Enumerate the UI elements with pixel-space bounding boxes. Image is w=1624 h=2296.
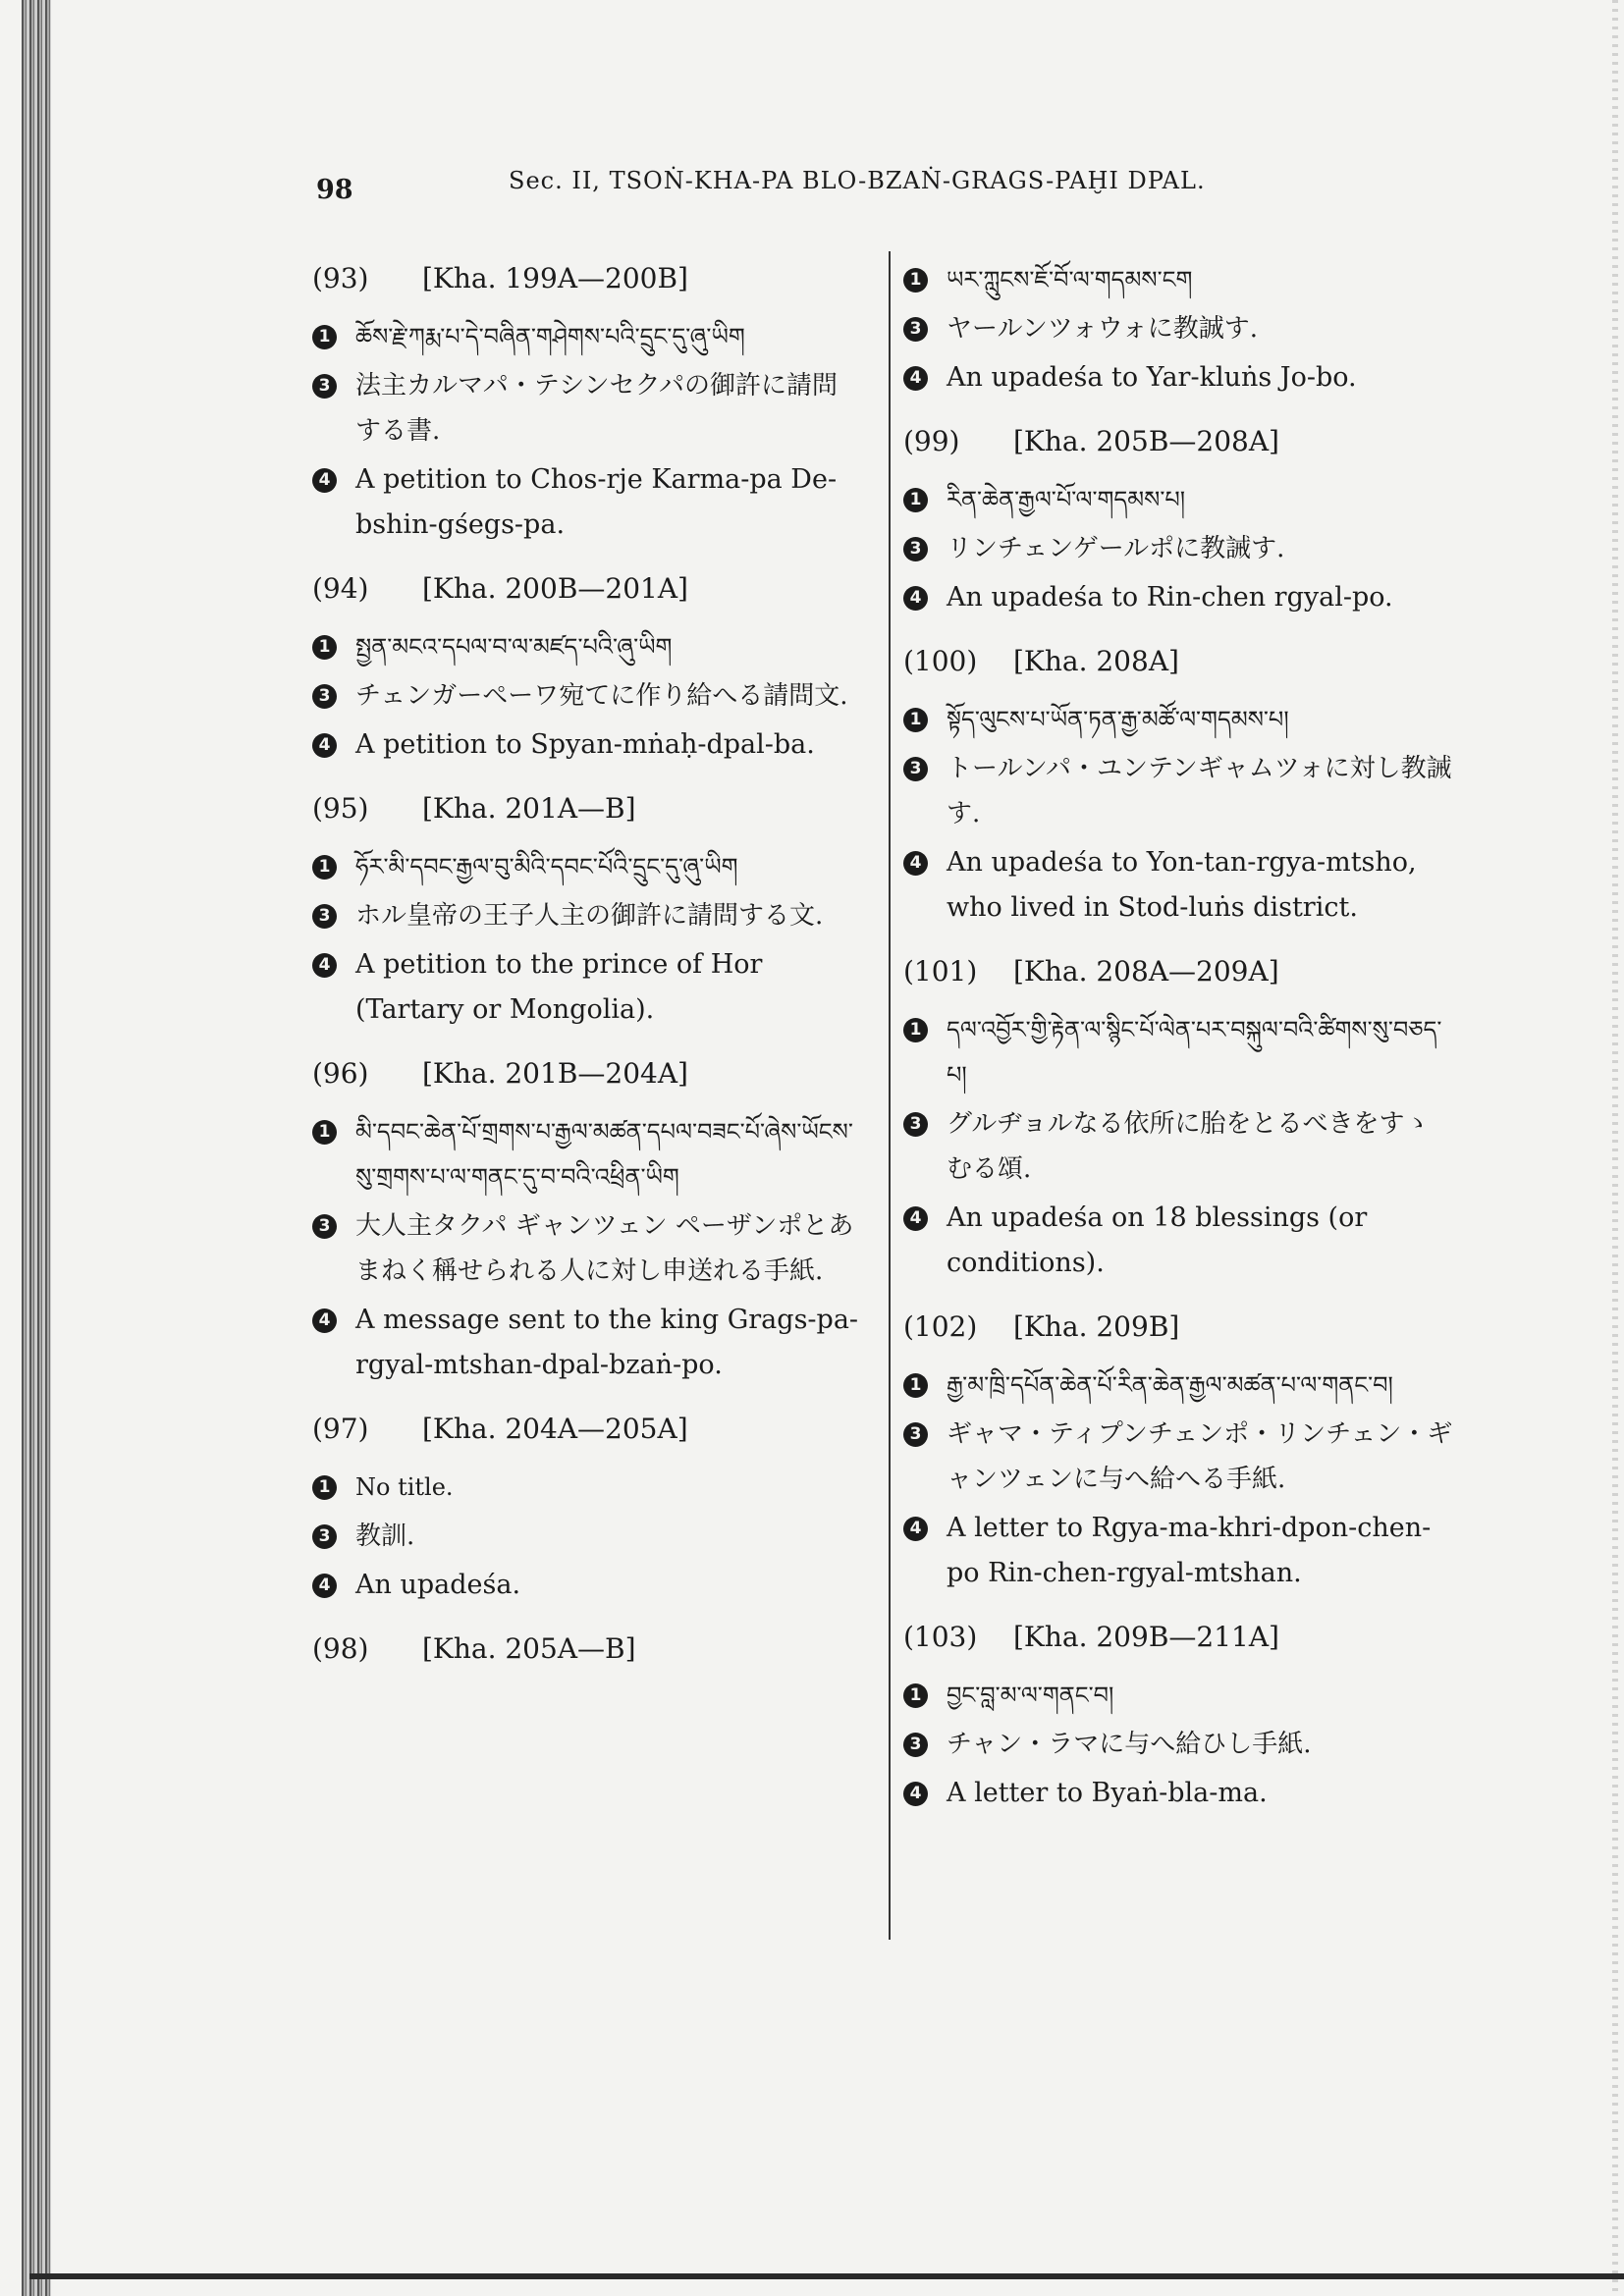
tibetan-marker-icon: 1	[312, 855, 337, 880]
entry-reference: [Kha. 209B—211A]	[1013, 1621, 1279, 1653]
entry-reference: [Kha. 201B—204A]	[422, 1057, 688, 1090]
japanese-marker-icon: 3	[903, 757, 928, 781]
english-line	[903, 1771, 1453, 1816]
english-line-text: A petition to Spyan-mṅaḥ-dpal-ba.	[355, 729, 815, 760]
japanese-line	[312, 1514, 862, 1559]
english-line	[312, 1563, 862, 1608]
english-line	[903, 840, 1453, 931]
tibetan-marker-icon: 1	[903, 268, 928, 293]
english-line-text: An upadeśa to Yon-tan-rgya-mtsho, who lived in Stod-luṅs district.	[947, 847, 1417, 923]
tibetan-line-text: ཧོར་མི་དབང་རྒྱལ་བུ་མིའི་དབང་པོའི་དྲུང་དུ་ཞུ་ཡིག	[355, 853, 738, 881]
tibetan-line-text: དལ་འབྱོར་གྱི་རྟེན་ལ་སྙིང་པོ་ལེན་པར་བསྐུལ་བའི་ཚིགས་སུ་བཅད་པ།	[947, 1016, 1442, 1089]
scan-edge-right	[1612, 0, 1618, 2296]
english-marker-icon: 4	[312, 953, 337, 978]
english-marker-icon: 4	[903, 366, 928, 391]
tibetan-marker-icon: 1	[312, 325, 337, 349]
japanese-line-text: チャン・ラマに与へ給ひし手紙.	[947, 1730, 1312, 1759]
tibetan-line-text: བྱང་བླ་མ་ལ་གནང་བ།	[947, 1682, 1114, 1709]
catalogue-entry	[312, 1052, 862, 1388]
japanese-line-text: 法主カルマパ・テシンセクパの御許に請問する書.	[355, 371, 839, 446]
english-line-text: An upadeśa to Yar-kluṅs Jo-bo.	[947, 362, 1357, 393]
catalogue-entry	[312, 567, 862, 768]
english-marker-icon: 4	[312, 1574, 337, 1598]
japanese-line	[312, 1203, 862, 1294]
entry-reference: [Kha. 208A—209A]	[1013, 955, 1279, 988]
tibetan-line	[312, 844, 862, 889]
english-line	[903, 575, 1453, 620]
catalogue-entry	[903, 950, 1453, 1286]
tibetan-line	[903, 1362, 1453, 1408]
entry-heading	[312, 787, 862, 830]
japanese-line	[312, 673, 862, 719]
japanese-line	[903, 1722, 1453, 1767]
entry-reference: [Kha. 205A—B]	[422, 1632, 636, 1665]
japanese-line	[903, 1412, 1453, 1502]
tibetan-line	[903, 1007, 1453, 1097]
catalogue-entry	[903, 420, 1453, 620]
bottom-rule	[29, 2273, 1624, 2279]
english-marker-icon: 4	[312, 1308, 337, 1333]
tibetan-line	[312, 1465, 862, 1510]
tibetan-marker-icon: 1	[903, 488, 928, 512]
japanese-marker-icon: 3	[312, 684, 337, 709]
tibetan-marker-icon: 1	[312, 1120, 337, 1145]
english-line-text: An upadeśa.	[355, 1570, 521, 1600]
entry-number: (100)	[903, 645, 978, 677]
english-marker-icon: 4	[903, 851, 928, 876]
entry-number: (101)	[903, 955, 978, 988]
japanese-marker-icon: 3	[903, 1422, 928, 1447]
english-marker-icon: 4	[903, 586, 928, 611]
tibetan-line-text: མི་དབང་ཆེན་པོ་གྲགས་པ་རྒྱལ་མཚན་དཔལ་བཟང་པོ་ཞེས་ཡོངས་སུ་གྲགས་པ་ལ་གནང་དུ་བ་བའི་འཕྲིན་ཡིག	[355, 1118, 853, 1191]
entry-number: (103)	[903, 1621, 978, 1653]
tibetan-line-text: རྒྱ་མ་ཁྲི་དཔོན་ཆེན་པོ་རིན་ཆེན་རྒྱལ་མཚན་པ་ལ་གནང་བ།	[947, 1371, 1393, 1399]
entry-heading	[903, 420, 1453, 463]
japanese-line-text: ヤールンツォウォに教誠す.	[947, 314, 1259, 344]
catalogue-entry	[903, 1306, 1453, 1596]
entry-heading	[903, 1306, 1453, 1349]
catalogue-entry	[312, 257, 862, 548]
catalogue-entry	[312, 787, 862, 1033]
japanese-line-text: 教訓.	[355, 1522, 415, 1551]
japanese-marker-icon: 3	[903, 1112, 928, 1137]
entry-reference: [Kha. 200B—201A]	[422, 572, 688, 605]
entry-number: (99)	[903, 425, 960, 457]
entry-reference: [Kha. 208A]	[1013, 645, 1179, 677]
tibetan-marker-icon: 1	[903, 1018, 928, 1042]
japanese-line-text: ギャマ・ティプンチェンポ・リンチェン・ギャンツェンに与へ給へる手紙.	[947, 1419, 1453, 1494]
english-marker-icon: 4	[903, 1206, 928, 1231]
japanese-marker-icon: 3	[312, 374, 337, 399]
entry-heading	[903, 950, 1453, 993]
tibetan-line	[312, 1109, 862, 1200]
entry-heading	[312, 1628, 862, 1671]
english-line	[903, 355, 1453, 400]
tibetan-line-text: No title.	[355, 1473, 454, 1501]
tibetan-line-text: ཡར་ཀླུངས་ཇོ་བོ་ལ་གདམས་ངག	[947, 266, 1193, 294]
japanese-line-text: トールンパ・ユンテンギャムツォに対し教誡す.	[947, 754, 1452, 828]
english-marker-icon: 4	[903, 1782, 928, 1806]
english-line-text: A letter to Byaṅ-bla-ma.	[947, 1778, 1268, 1808]
tibetan-marker-icon: 1	[903, 1373, 928, 1398]
japanese-marker-icon: 3	[903, 317, 928, 342]
entry-number: (94)	[312, 572, 369, 605]
tibetan-marker-icon: 1	[312, 635, 337, 660]
japanese-line-text: 大人主タクパ ギャンツェン ペーザンポとあまねく稱せられる人に対し申送れる手紙.	[355, 1211, 854, 1286]
tibetan-line-text: སྤྱན་མངའ་དཔལ་བ་ལ་མཛད་པའི་ཞུ་ཡིག	[355, 633, 673, 661]
entry-heading	[903, 640, 1453, 683]
entry-reference: [Kha. 205B—208A]	[1013, 425, 1279, 457]
japanese-line	[903, 306, 1453, 351]
japanese-marker-icon: 3	[312, 1524, 337, 1549]
tibetan-line-text: རིན་ཆེན་རྒྱལ་པོ་ལ་གདམས་པ།	[947, 486, 1186, 513]
tibetan-line-text: སྟོད་ལུངས་པ་ཡོན་ཏན་རྒྱ་མཚོ་ལ་གདམས་པ།	[947, 706, 1289, 733]
entry-reference: [Kha. 201A—B]	[422, 792, 636, 825]
japanese-marker-icon: 3	[903, 1733, 928, 1757]
tibetan-marker-icon: 1	[903, 1683, 928, 1708]
japanese-line	[903, 1101, 1453, 1192]
entry-number: (96)	[312, 1057, 369, 1090]
tibetan-marker-icon: 1	[903, 708, 928, 732]
english-marker-icon: 4	[312, 468, 337, 493]
tibetan-marker-icon: 1	[312, 1475, 337, 1500]
entry-heading	[312, 567, 862, 611]
japanese-line	[312, 363, 862, 454]
entry-heading	[312, 257, 862, 300]
english-line-text: An upadeśa on 18 blessings (or conditions).	[947, 1202, 1368, 1278]
english-line-text: A letter to Rgya-ma-khri-dpon-chen-po Rin-chen-rgyal-mtshan.	[947, 1513, 1432, 1588]
entry-heading	[312, 1052, 862, 1095]
japanese-line-text: グルヂョルなる依所に胎をとるべきをすゝむる頌.	[947, 1109, 1431, 1184]
english-marker-icon: 4	[312, 733, 337, 758]
japanese-marker-icon: 3	[312, 1214, 337, 1239]
catalogue-entry	[903, 1616, 1453, 1816]
entry-number: (93)	[312, 262, 369, 294]
entry-reference: [Kha. 204A—205A]	[422, 1413, 688, 1445]
running-head: Sec. II, TSOṄ-KHA-PA BLO-BZAṄ-GRAGS-PAḪI DPAL.	[509, 167, 1206, 194]
right-column	[903, 257, 1453, 1836]
english-line-text: A message sent to the king Grags-pa-rgyal-mtshan-dpal-bzaṅ-po.	[355, 1305, 859, 1380]
japanese-line-text: チェンガーペーワ宛てに作り給へる請問文.	[355, 681, 848, 711]
english-line-text: An upadeśa to Rin-chen rgyal-po.	[947, 582, 1393, 613]
english-marker-icon: 4	[903, 1517, 928, 1541]
japanese-line-text: リンチェンゲールポに教誡す.	[947, 534, 1285, 563]
entry-number: (95)	[312, 792, 369, 825]
english-line	[312, 722, 862, 768]
catalogue-entry	[312, 1408, 862, 1608]
tibetan-line	[903, 257, 1453, 302]
english-line	[312, 457, 862, 548]
catalogue-entry	[312, 1628, 862, 1671]
tibetan-line	[903, 1673, 1453, 1718]
english-line	[903, 1506, 1453, 1596]
tibetan-line	[312, 624, 862, 669]
column-divider	[889, 251, 891, 1940]
scan-edge-left	[22, 0, 51, 2296]
tibetan-line-text: ཆོས་རྗེ་ཀརྨ་པ་དེ་བཞིན་གཤེགས་པའི་དྲུང་དུ་ཞུ་ཡིག	[355, 323, 745, 350]
page-number: 98	[316, 175, 353, 205]
japanese-marker-icon: 3	[312, 904, 337, 929]
japanese-line	[903, 746, 1453, 836]
entry-heading	[312, 1408, 862, 1451]
entry-heading	[903, 1616, 1453, 1659]
entry-number: (98)	[312, 1632, 369, 1665]
japanese-marker-icon: 3	[903, 537, 928, 561]
tibetan-line	[903, 697, 1453, 742]
entry-reference: [Kha. 209B]	[1013, 1310, 1180, 1343]
japanese-line	[903, 526, 1453, 571]
entry-reference: [Kha. 199A—200B]	[422, 262, 688, 294]
english-line	[312, 942, 862, 1033]
entry-number: (97)	[312, 1413, 369, 1445]
entry-number: (102)	[903, 1310, 978, 1343]
japanese-line	[312, 893, 862, 938]
catalogue-entry	[903, 257, 1453, 400]
japanese-line-text: ホル皇帝の王子人主の御許に請問する文.	[355, 901, 824, 931]
tibetan-line	[903, 477, 1453, 522]
left-column	[312, 257, 862, 1690]
english-line-text: A petition to the prince of Hor (Tartary or Mongolia).	[355, 949, 763, 1025]
english-line	[903, 1196, 1453, 1286]
english-line-text: A petition to Chos-rje Karma-pa De-bshin-gśegs-pa.	[355, 464, 838, 540]
tibetan-line	[312, 314, 862, 359]
english-line	[312, 1298, 862, 1388]
catalogue-entry	[903, 640, 1453, 931]
